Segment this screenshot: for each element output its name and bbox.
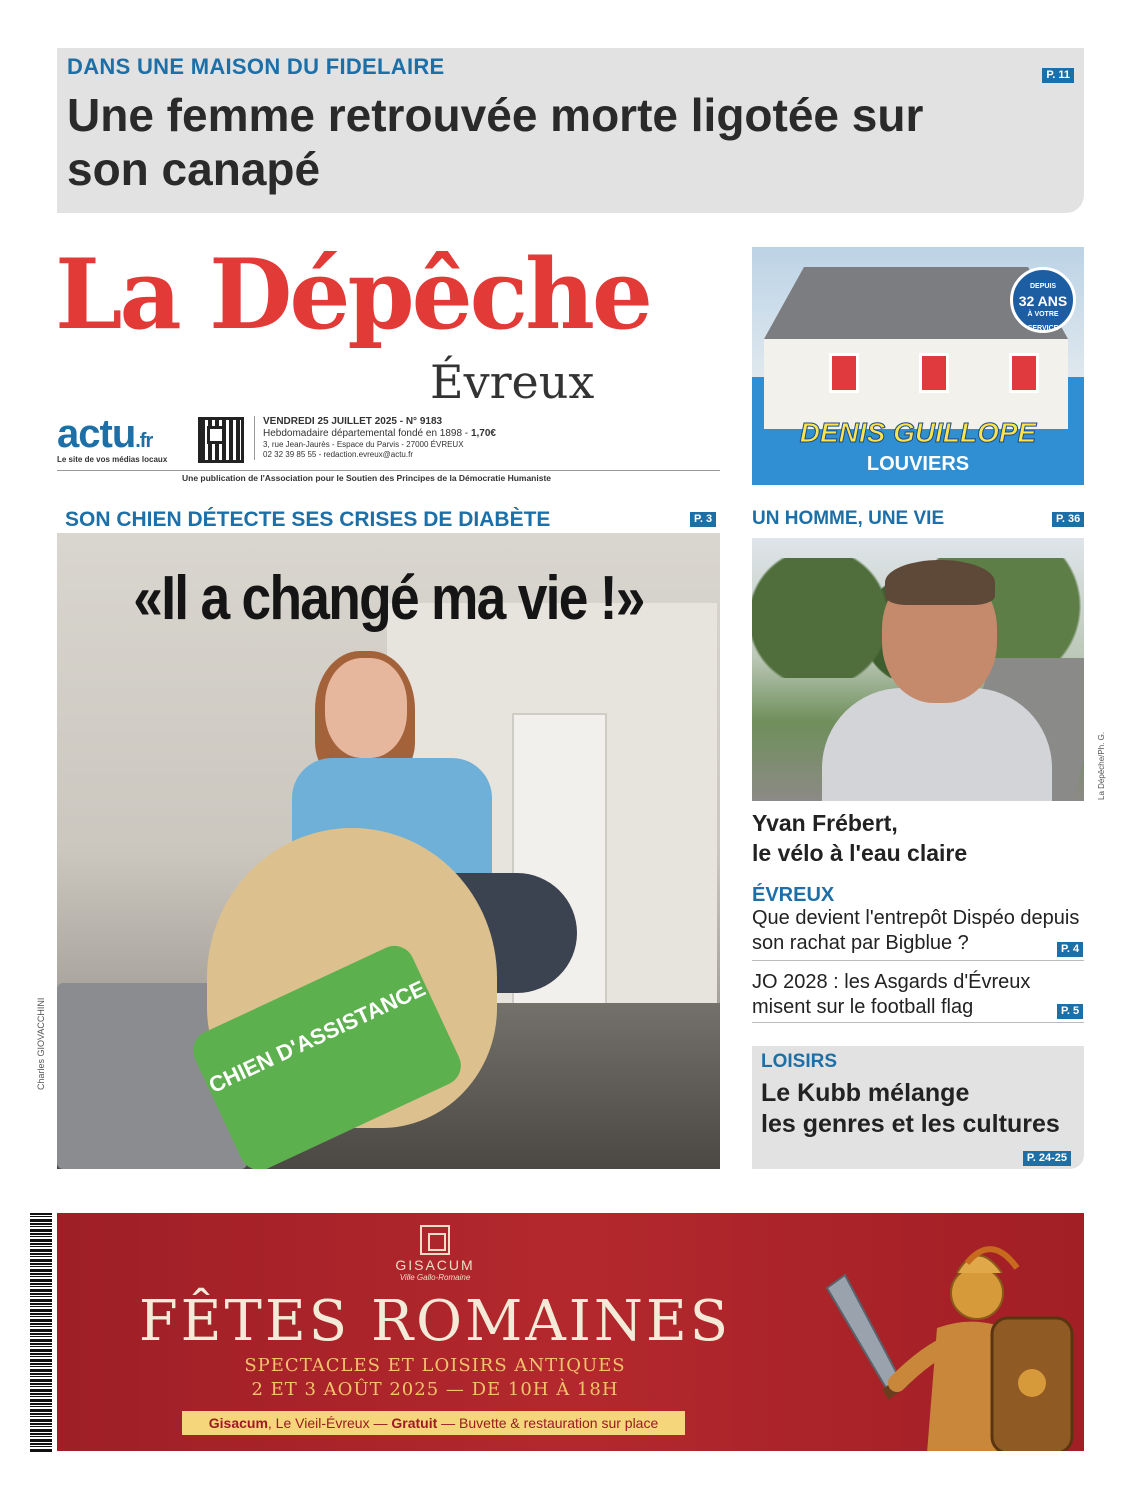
- top-story-page-badge: P. 11: [1042, 68, 1074, 83]
- brief-dispeo[interactable]: Que devient l'entrepôt Dispéo depuis son rachat par Bigblue ?: [752, 906, 1084, 961]
- ad-badge-top: DEPUIS: [1029, 283, 1057, 290]
- founded-line: Hebdomadaire départemental fondé en 1898 -: [263, 428, 469, 439]
- photo-man-hair: [885, 560, 995, 605]
- loisirs-kicker: LOISIRS: [761, 1051, 838, 1072]
- price: 1,70€: [470, 428, 496, 439]
- issue-date-number: VENDREDI 25 JUILLET 2025 - N° 9183: [263, 416, 443, 427]
- top-story-title[interactable]: Une femme retrouvée morte ligotée sur son canapé: [67, 89, 924, 195]
- ad-info-bar: [182, 1411, 685, 1435]
- ad-info-rest: — Buvette & restauration sur place: [437, 1415, 659, 1431]
- right-story-kicker: UN HOMME, UNE VIE: [752, 508, 945, 529]
- loisirs-title-line1: Le Kubb mélange: [761, 1079, 970, 1107]
- actu-name: actu: [57, 412, 136, 456]
- loisirs-title-line2: les genres et les cultures: [761, 1110, 1060, 1138]
- loisirs-title: [761, 1078, 1060, 1140]
- ad-subtitle: SPECTACLES ET LOISIRS ANTIQUES: [244, 1355, 626, 1376]
- qr-code-icon[interactable]: [198, 417, 244, 463]
- address: 3, rue Jean-Jaurès - Espace du Parvis - 27000 ÉVREUX: [263, 440, 464, 449]
- ad-denis-guillope[interactable]: [752, 247, 1084, 485]
- ad-house-window: [1009, 353, 1039, 393]
- ad-badge-bottom: À VOTRE SERVICE: [1027, 311, 1059, 332]
- ad-city: LOUVIERS: [866, 453, 970, 475]
- right-photo-credit: La Dépêche/Ph. G.: [1097, 731, 1106, 800]
- brief-dispeo-page-badge: P. 4: [1057, 942, 1083, 957]
- dog-vest: CHIEN D'ASSISTANCE: [187, 939, 468, 1169]
- actu-tld: .fr: [135, 430, 153, 452]
- photo-person-face: [325, 658, 407, 758]
- contact: 02 32 39 85 55 - redaction.evreux@actu.fr: [263, 450, 413, 459]
- photo-man-shirt: [822, 688, 1052, 801]
- ad-house-window: [829, 353, 859, 393]
- main-story-page-badge: P. 3: [690, 512, 716, 527]
- right-story-page-badge: P. 36: [1052, 512, 1084, 527]
- ad-gisacum-name: GISACUM: [395, 1257, 475, 1273]
- ad-dates: 2 ET 3 AOÛT 2025 — DE 10H À 18H: [251, 1379, 619, 1400]
- gladiator-illustration: [817, 1233, 1077, 1451]
- loisirs-box[interactable]: [752, 1046, 1084, 1169]
- main-story-headline[interactable]: «Il a changé ma vie !»: [133, 564, 644, 633]
- right-story-title[interactable]: [752, 808, 967, 868]
- gisacum-logo-icon: [420, 1225, 450, 1255]
- top-story-banner[interactable]: [57, 48, 1084, 213]
- actu-logo[interactable]: [57, 412, 152, 457]
- main-story-kicker: SON CHIEN DÉTECTE SES CRISES DE DIABÈTE: [65, 508, 551, 531]
- ad-years-badge: [1010, 267, 1076, 333]
- masthead-logo: La Dépêche: [55, 238, 650, 351]
- actu-tagline: Le site de vos médias locaux: [57, 455, 168, 464]
- brief-asgards[interactable]: JO 2028 : les Asgards d'Évreux misent sur le football flag: [752, 970, 1084, 1023]
- main-story-photo[interactable]: [57, 533, 720, 1169]
- barcode: [30, 1213, 52, 1453]
- brief-kicker-evreux: ÉVREUX: [752, 884, 835, 906]
- right-story-title-line2: le vélo à l'eau claire: [752, 840, 968, 866]
- issue-info: [254, 416, 734, 460]
- ad-brand: DENIS GUILLOPE: [799, 417, 1037, 448]
- ad-gisacum-sub: Ville Gallo-Romaine: [399, 1273, 471, 1282]
- ad-badge-years: 32 ANS: [1018, 293, 1068, 309]
- ad-info-place: , Le Vieil-Évreux —: [267, 1415, 392, 1431]
- ad-house-window: [919, 353, 949, 393]
- right-story-photo[interactable]: [752, 538, 1084, 801]
- ad-info-free: Gratuit: [391, 1415, 438, 1431]
- main-photo-credit: Charles GIOVACCHINI: [36, 997, 46, 1090]
- publisher-line: Une publication de l'Association pour le Soutien des Principes de la Démocratie Humaniste: [57, 470, 720, 483]
- top-story-kicker: DANS UNE MAISON DU FIDELAIRE: [67, 54, 445, 79]
- ad-title: FÊTES ROMAINES: [138, 1289, 732, 1354]
- ad-house-wall: [764, 339, 1068, 429]
- masthead-city: Évreux: [430, 355, 595, 409]
- right-story-title-line1: Yvan Frébert,: [752, 810, 898, 836]
- loisirs-page-badge: P. 24-25: [1023, 1151, 1071, 1166]
- ad-fetes-romaines[interactable]: [57, 1213, 1084, 1451]
- brief-asgards-page-badge: P. 5: [1057, 1004, 1083, 1019]
- ad-info-place-bold: Gisacum: [208, 1415, 268, 1431]
